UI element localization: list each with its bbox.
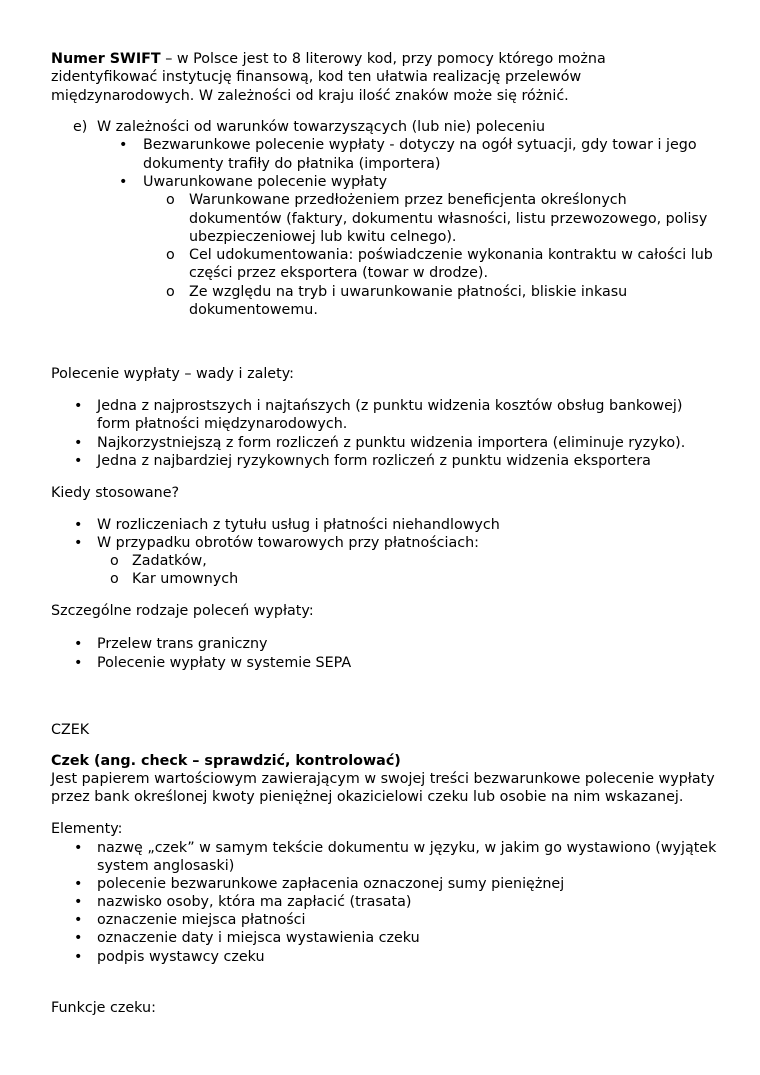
bullet-icon: • [74, 912, 83, 928]
bullet-icon: • [119, 174, 128, 190]
wady-heading: Polecenie wypłaty – wady i zalety: [51, 366, 294, 382]
kiedy-item1: W rozliczeniach z tytułu usług i płatności niehandlowych [97, 517, 500, 533]
czek-funkcje-heading: Funkcje czeku: [51, 1000, 156, 1016]
czek-definition-line2: przez bank określonej kwoty pieniężnej okazicielowi czeku lub osobie na nim wskazanej. [51, 789, 684, 805]
swift-line-2: zidentyfikować instytucję finansową, kod ten ułatwia realizację przelewów [51, 69, 582, 85]
czek-el5: oznaczenie daty i miejsca wystawienia czeku [97, 930, 420, 946]
czek-el2: polecenie bezwarunkowe zapłacenia oznaczonej sumy pieniężnej [97, 876, 565, 892]
rodzaje-item1: Przelew trans graniczny [97, 636, 268, 652]
wady-item1-line2: form płatności międzynarodowych. [97, 416, 348, 432]
bullet-icon: • [74, 535, 83, 551]
czek-el1-line1: nazwę „czek” w samym tekście dokumentu w języku, w jakim go wystawiono (wyjątek [97, 840, 717, 856]
swift-term: Numer SWIFT [51, 51, 161, 67]
item-e-sub1-line2: dokumentów (faktury, dokumentu własności, listu przewozowego, polisy [189, 211, 708, 227]
item-e-sub2-line1: Cel udokumentowania: poświadczenie wykonania kontraktu w całości lub [189, 247, 713, 263]
item-e-sub3-line2: dokumentowemu. [189, 302, 318, 318]
item-e-sub1-line3: ubezpieczeniowej lub kwitu celnego). [189, 229, 457, 245]
wady-item3: Jedna z najbardziej ryzykownych form rozliczeń z punktu widzenia eksportera [97, 453, 651, 469]
bullet-icon: • [74, 876, 83, 892]
bullet-icon: • [74, 840, 83, 856]
bullet-icon: • [74, 949, 83, 965]
czek-section-title: CZEK [51, 722, 90, 738]
sub-bullet-icon: o [166, 247, 175, 263]
czek-el3: nazwisko osoby, która ma zapłacić (trasata) [97, 894, 412, 910]
rodzaje-heading: Szczególne rodzaje poleceń wypłaty: [51, 603, 314, 619]
swift-line-3: międzynarodowych. W zależności od kraju ilość znaków może się różnić. [51, 88, 569, 104]
swift-text-1: – w Polsce jest to 8 literowy kod, przy pomocy którego można [160, 51, 606, 67]
wady-item2: Najkorzystniejszą z form rozliczeń z punktu widzenia importera (eliminuje ryzyko). [97, 435, 686, 451]
item-e-text: W zależności od warunków towarzyszących (lub nie) poleceniu [97, 119, 546, 135]
czek-el4: oznaczenie miejsca płatności [97, 912, 306, 928]
kiedy-heading: Kiedy stosowane? [51, 485, 180, 501]
czek-title: Czek (ang. check – sprawdzić, kontrolować) [51, 753, 401, 769]
bullet-icon: • [74, 636, 83, 652]
sub-bullet-icon: o [166, 192, 175, 208]
item-e-bullet1-line1: Bezwarunkowe polecenie wypłaty - dotyczy na ogół sytuacji, gdy towar i jego [143, 137, 697, 153]
bullet-icon: • [74, 517, 83, 533]
czek-el1-line2: system anglosaski) [97, 858, 235, 874]
bullet-icon: • [74, 655, 83, 671]
item-e-sub3-line1: Ze względu na tryb i uwarunkowanie płatności, bliskie inkasu [189, 284, 628, 300]
item-e-bullet1-line2: dokumenty trafiły do płatnika (importera) [143, 156, 441, 172]
bullet-icon: • [74, 894, 83, 910]
bullet-icon: • [74, 398, 83, 414]
czek-definition-line1: Jest papierem wartościowym zawierającym w swojej treści bezwarunkowe polecenie wypłaty [51, 771, 715, 787]
czek-elements-heading: Elementy: [51, 821, 123, 837]
kiedy-sub2: Kar umownych [132, 571, 239, 587]
list-marker-e: e) [73, 119, 88, 135]
sub-bullet-icon: o [110, 571, 119, 587]
sub-bullet-icon: o [110, 553, 119, 569]
rodzaje-item2: Polecenie wypłaty w systemie SEPA [97, 655, 352, 671]
kiedy-item2: W przypadku obrotów towarowych przy płatnościach: [97, 535, 479, 551]
czek-el6: podpis wystawcy czeku [97, 949, 265, 965]
bullet-icon: • [74, 435, 83, 451]
item-e-sub1-line1: Warunkowane przedłożeniem przez beneficjenta określonych [189, 192, 627, 208]
bullet-icon: • [119, 137, 128, 153]
item-e-sub2-line2: części przez eksportera (towar w drodze). [189, 265, 489, 281]
bullet-icon: • [74, 930, 83, 946]
kiedy-sub1: Zadatków, [132, 553, 207, 569]
swift-line-1 [51, 50, 606, 68]
item-e-bullet2: Uwarunkowane polecenie wypłaty [143, 174, 388, 190]
sub-bullet-icon: o [166, 284, 175, 300]
bullet-icon: • [74, 453, 83, 469]
wady-item1-line1: Jedna z najprostszych i najtańszych (z punktu widzenia kosztów obsług bankowej) [97, 398, 683, 414]
